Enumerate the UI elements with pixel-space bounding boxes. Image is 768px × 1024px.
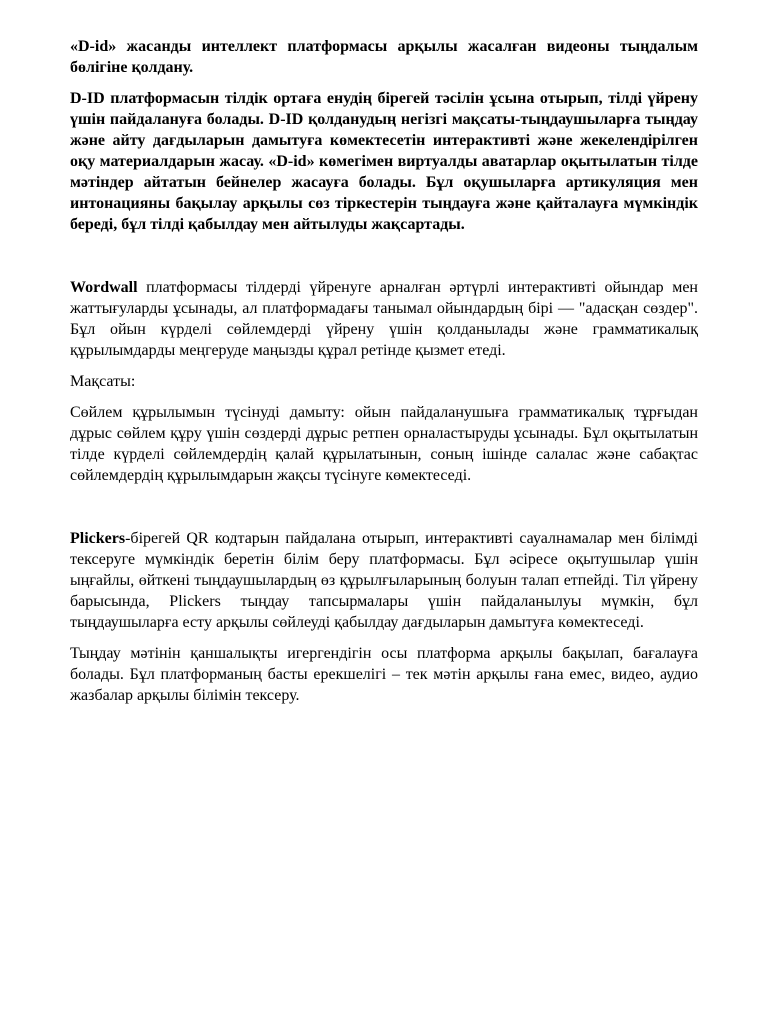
section-spacer (70, 245, 698, 277)
wordwall-intro-text: платформасы тілдерді үйренуге арналған әртүрлі интерактивті ойындар мен жаттығуларды ұсынады, ал платформадағы танымал ойындардың бірі — "адасқан сөздер". Бұл ойын күрделі сөйлемдерді үйрену үшін қолданылады және грамматикалық құрылымдарды меңгеруде маңызды құрал ретінде қызмет етеді. (70, 279, 698, 359)
wordwall-intro-paragraph (70, 277, 698, 361)
wordwall-goal-paragraph: Сөйлем құрылымын түсінуді дамыту: ойын пайдаланушыға грамматикалық тұрғыдан дұрыс сөйлем құру үшін сөздерді дұрыс ретпен орналастыруды ұсынады. Бұл оқытылатын тілде күрделі сөйлемдердің қалай құрылатынын, соның ішінде салалас және сабақтас сөйлемдердің құрылымдарын жақсы түсінуге көмектеседі. (70, 404, 698, 484)
section-spacer (70, 496, 698, 528)
document-page (70, 36, 698, 716)
did-body-paragraph: D-ID платформасын тілдік ортаға енудің бірегей тәсілін ұсына отырып, тілді үйрену үшін пайдалануға болады. D-ID қолданудың негізгі мақсаты-тыңдаушыларға тыңдау және айту дағдыларын дамытуға көмектесетін интерактивті және жекелендірілген оқу материалдарын жасау. «D-id» көмегімен виртуалды аватарлар оқытылатын тілде мәтіндер айтатын бейнелер жасауға болады. Бұл оқушыларға артикуляция мен интонацияны бақылау арқылы сөз тіркестерін тыңдауға және қайталауға мүмкіндік береді, бұл тілді қабылдау мен айтылуды жақсартады. (70, 90, 698, 233)
plickers-term: Plickers (70, 530, 126, 547)
plickers-closing-paragraph: Тыңдау мәтінін қаншалықты игергендігін осы платформа арқылы бақылап, бағалауға болады. Бұл платформаның басты ерекшелігі – тек мәтін арқылы ғана емес, видео, аудио жазбалар арқылы білімін тексеру. (70, 645, 698, 704)
plickers-intro-paragraph (70, 528, 698, 633)
wordwall-goal-label: Мақсаты: (70, 373, 136, 390)
wordwall-term: Wordwall (70, 279, 138, 296)
did-intro-paragraph: «D-id» жасанды интеллект платформасы арқылы жасалған видеоны тыңдалым бөлігіне қолдану. (70, 38, 698, 76)
plickers-intro-text: -бірегей QR кодтарын пайдалана отырып, интерактивті сауалнамалар мен білімді тексеруге мүмкіндік беретін білім беру платформасы. Бұл әсіресе оқытушылар үшін ыңғайлы, өйткені тыңдаушылардың өз құрылғыларының болуын талап етпейді. Тіл үйрену барысында, Plickers тыңдау тапсырмалары үшін пайдаланылуы мүмкін, бұл тыңдаушыларға есту арқылы сөйлеуді қабылдау дағдыларын дамытуға көмектеседі. (70, 530, 698, 631)
